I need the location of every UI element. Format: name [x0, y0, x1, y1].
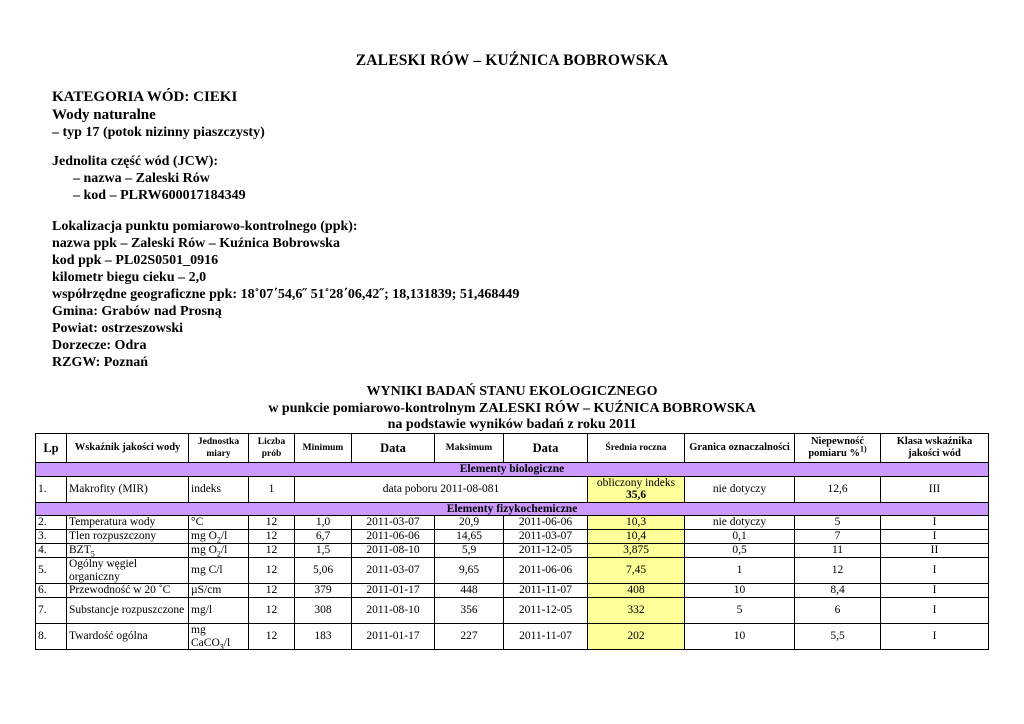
cell-date-max: 2011-11-07: [504, 624, 588, 650]
cell-unit: [189, 584, 249, 598]
cell-limit: nie dotyczy: [685, 476, 795, 502]
cell-min: 1,0: [295, 516, 352, 530]
cell-unit: [189, 516, 249, 530]
category-block: [52, 88, 265, 141]
col-header-wskaznik: Wskaźnik jakości wody: [67, 434, 189, 463]
cell-count: 12: [249, 558, 295, 584]
cell-name: Makrofity (MIR): [67, 476, 189, 502]
table-row: [36, 476, 989, 502]
cell-class: I: [881, 584, 989, 598]
cell-date-min: 2011-03-07: [352, 516, 435, 530]
cell-date-max: 2011-06-06: [504, 516, 588, 530]
cell-date-min: 2011-03-07: [352, 558, 435, 584]
powiat: Powiat: ostrzeszowski: [52, 321, 184, 336]
phys-rows: [36, 516, 989, 650]
river-km: kilometr biegu cieku – 2,0: [52, 270, 207, 285]
cell-lp: 4.: [36, 544, 67, 558]
cell-unit: [189, 558, 249, 584]
location-heading: Lokalizacja punktu pomiarowo-kontrolnego (ppk):: [52, 219, 358, 234]
niepewnosc-label: Niepewność pomiaru %: [808, 435, 865, 459]
section-bio-label: Elementy biologiczne: [36, 463, 989, 477]
param-name-text: Ogólny węgiel organiczny: [69, 558, 138, 583]
cell-name: [67, 584, 189, 598]
cell-date-min: 2011-06-06: [352, 530, 435, 544]
cell-unit: indeks: [189, 476, 249, 502]
cell-name: [67, 558, 189, 584]
cell-mean: 408: [588, 584, 685, 598]
cell-mean: 3,875: [588, 544, 685, 558]
table-row: [36, 624, 989, 650]
results-title-line1: WYNIKI BADAŃ STANU EKOLOGICZNEGO: [366, 384, 658, 399]
cell-min: 6,7: [295, 530, 352, 544]
cell-lp: 1.: [36, 476, 67, 502]
cell-unit: [189, 544, 249, 558]
unit-text: mg O: [191, 544, 217, 557]
results-title: [0, 384, 1024, 434]
results-table: [35, 433, 989, 650]
cell-class: I: [881, 530, 989, 544]
location-block: [52, 218, 519, 371]
rzgw: RZGW: Poznań: [52, 355, 149, 370]
jcw-heading: Jednolita część wód (JCW):: [52, 154, 219, 169]
cell-lp: 7.: [36, 598, 67, 624]
cell-max: 9,65: [435, 558, 504, 584]
col-header-granica: Granica oznaczalności: [685, 434, 795, 463]
page-title: ZALESKI RÓW – KUŹNICA BOBROWSKA: [355, 52, 669, 69]
unit-tail: /l: [220, 544, 228, 557]
cell-unit: [189, 624, 249, 650]
cell-name: [67, 544, 189, 558]
header-row: [36, 434, 989, 463]
unit-text: mg/l: [191, 604, 213, 617]
cell-date-info: data poboru 2011-08-081: [295, 476, 588, 502]
cell-count: 12: [249, 516, 295, 530]
jcw-code: – kod – PLRW600017184349: [73, 188, 246, 203]
cell-limit: 10: [685, 584, 795, 598]
mean-label: obliczony indeks: [596, 476, 676, 489]
ppk-name: nazwa ppk – Zaleski Rów – Kuźnica Bobrowska: [52, 236, 340, 251]
cell-max: 227: [435, 624, 504, 650]
cell-uncertainty: 11: [795, 544, 881, 558]
col-header-data-max: Data: [504, 434, 588, 463]
param-name-text: Twardość ogólna: [69, 630, 148, 643]
cell-count: 12: [249, 624, 295, 650]
cell-lp: 6.: [36, 584, 67, 598]
category-subtype: – typ 17 (potok nizinny piaszczysty): [52, 125, 265, 140]
table-row: [36, 516, 989, 530]
col-header-srednia: Średnia roczna: [588, 434, 685, 463]
cell-mean: 7,45: [588, 558, 685, 584]
param-name-text: Substancje rozpuszczone: [69, 604, 185, 617]
cell-uncertainty: 7: [795, 530, 881, 544]
cell-unit: [189, 530, 249, 544]
dorzecze: Dorzecze: Odra: [52, 338, 147, 353]
cell-uncertainty: 12,6: [795, 476, 881, 502]
cell-lp: 2.: [36, 516, 67, 530]
col-header-minimum: Minimum: [295, 434, 352, 463]
ppk-code: kod ppk – PL02S0501_0916: [52, 253, 219, 268]
table-row: [36, 598, 989, 624]
param-name-text: Przewodność w 20 ˚C: [69, 584, 171, 597]
gmina: Gmina: Grabów nad Prosną: [52, 304, 222, 319]
unit-sub: 2: [216, 535, 221, 544]
cell-name: [67, 624, 189, 650]
col-header-data-min: Data: [352, 434, 435, 463]
section-row-phys: [36, 502, 989, 516]
niepewnosc-footnote: 1): [859, 444, 867, 454]
section-row-bio: [36, 463, 989, 477]
cell-date-min: 2011-08-10: [352, 544, 435, 558]
geo-coordinates: współrzędne geograficzne ppk: 18˚07΄54,6˝ 51˚28΄06,42˝; 18,131839; 51,468449: [52, 287, 520, 302]
param-name-text: BZT: [69, 544, 91, 557]
cell-min: 5,06: [295, 558, 352, 584]
cell-class: I: [881, 516, 989, 530]
cell-date-max: 2011-12-05: [504, 598, 588, 624]
cell-class: II: [881, 544, 989, 558]
cell-limit: nie dotyczy: [685, 516, 795, 530]
col-header-liczba: Liczba prób: [249, 434, 295, 463]
cell-class: III: [881, 476, 989, 502]
col-header-klasa: Klasa wskaźnika jakości wód: [881, 434, 989, 463]
cell-date-max: 2011-03-07: [504, 530, 588, 544]
cell-uncertainty: 5: [795, 516, 881, 530]
col-header-niepewnosc: [795, 434, 881, 463]
cell-lp: 8.: [36, 624, 67, 650]
param-name-text: Tlen rozpuszczony: [69, 530, 157, 543]
section-phys-label: Elementy fizykochemiczne: [36, 502, 989, 516]
cell-class: I: [881, 558, 989, 584]
col-header-maksimum: Maksimum: [435, 434, 504, 463]
table-row: [36, 558, 989, 584]
cell-unit: [189, 598, 249, 624]
cell-max: 14,65: [435, 530, 504, 544]
cell-name: [67, 598, 189, 624]
cell-uncertainty: 12: [795, 558, 881, 584]
param-name-text: Temperatura wody: [69, 516, 156, 529]
jcw-name: – nazwa – Zaleski Rów: [73, 171, 210, 186]
cell-count: 12: [249, 584, 295, 598]
cell-name: [67, 530, 189, 544]
cell-lp: 3.: [36, 530, 67, 544]
cell-min: 308: [295, 598, 352, 624]
category-heading: KATEGORIA WÓD: CIEKI: [52, 89, 238, 105]
cell-date-min: 2011-01-17: [352, 584, 435, 598]
cell-class: I: [881, 624, 989, 650]
cell-count: 12: [249, 530, 295, 544]
results-title-line2: w punkcie pomiarowo-kontrolnym ZALESKI RÓW – KUŹNICA BOBROWSKA: [268, 400, 756, 416]
unit-tail: /l: [220, 530, 228, 543]
table-row: [36, 584, 989, 598]
unit-sub: 3: [219, 641, 224, 650]
param-name-sub: 5: [90, 549, 95, 558]
cell-limit: 10: [685, 624, 795, 650]
cell-mean: 10,4: [588, 530, 685, 544]
cell-count: 1: [249, 476, 295, 502]
cell-uncertainty: 5,5: [795, 624, 881, 650]
cell-mean: 10,3: [588, 516, 685, 530]
cell-min: 379: [295, 584, 352, 598]
mean-value: 35,6: [625, 489, 647, 501]
unit-tail: /l: [223, 636, 231, 649]
results-title-line3: na podstawie wyników badań z roku 2011: [387, 417, 637, 432]
cell-name: [67, 516, 189, 530]
cell-uncertainty: 6: [795, 598, 881, 624]
cell-mean: 202: [588, 624, 685, 650]
cell-max: 5,9: [435, 544, 504, 558]
unit-text: mg C/l: [191, 564, 223, 577]
cell-uncertainty: 8,4: [795, 584, 881, 598]
jcw-block: [52, 153, 246, 204]
category-type: Wody naturalne: [52, 107, 156, 123]
cell-min: 1,5: [295, 544, 352, 558]
cell-date-min: 2011-08-10: [352, 598, 435, 624]
cell-max: 20,9: [435, 516, 504, 530]
cell-date-max: 2011-06-06: [504, 558, 588, 584]
cell-limit: 0,1: [685, 530, 795, 544]
unit-text: °C: [191, 516, 204, 529]
cell-date-max: 2011-12-05: [504, 544, 588, 558]
cell-count: 12: [249, 544, 295, 558]
cell-lp: 5.: [36, 558, 67, 584]
cell-limit: 1: [685, 558, 795, 584]
unit-text: mg O: [191, 530, 217, 543]
col-header-jednostka: Jednostka miary: [189, 434, 249, 463]
unit-sub: 2: [216, 549, 221, 558]
table-row: [36, 530, 989, 544]
unit-text: mg CaCO: [191, 624, 220, 649]
cell-limit: 0,5: [685, 544, 795, 558]
cell-mean: 332: [588, 598, 685, 624]
col-header-lp: Lp: [36, 434, 67, 463]
cell-min: 183: [295, 624, 352, 650]
cell-date-max: 2011-11-07: [504, 584, 588, 598]
cell-date-min: 2011-01-17: [352, 624, 435, 650]
cell-count: 12: [249, 598, 295, 624]
cell-mean: [588, 476, 685, 502]
cell-max: 356: [435, 598, 504, 624]
table-row: [36, 544, 989, 558]
cell-limit: 5: [685, 598, 795, 624]
cell-max: 448: [435, 584, 504, 598]
cell-class: I: [881, 598, 989, 624]
unit-text: µS/cm: [191, 584, 222, 597]
